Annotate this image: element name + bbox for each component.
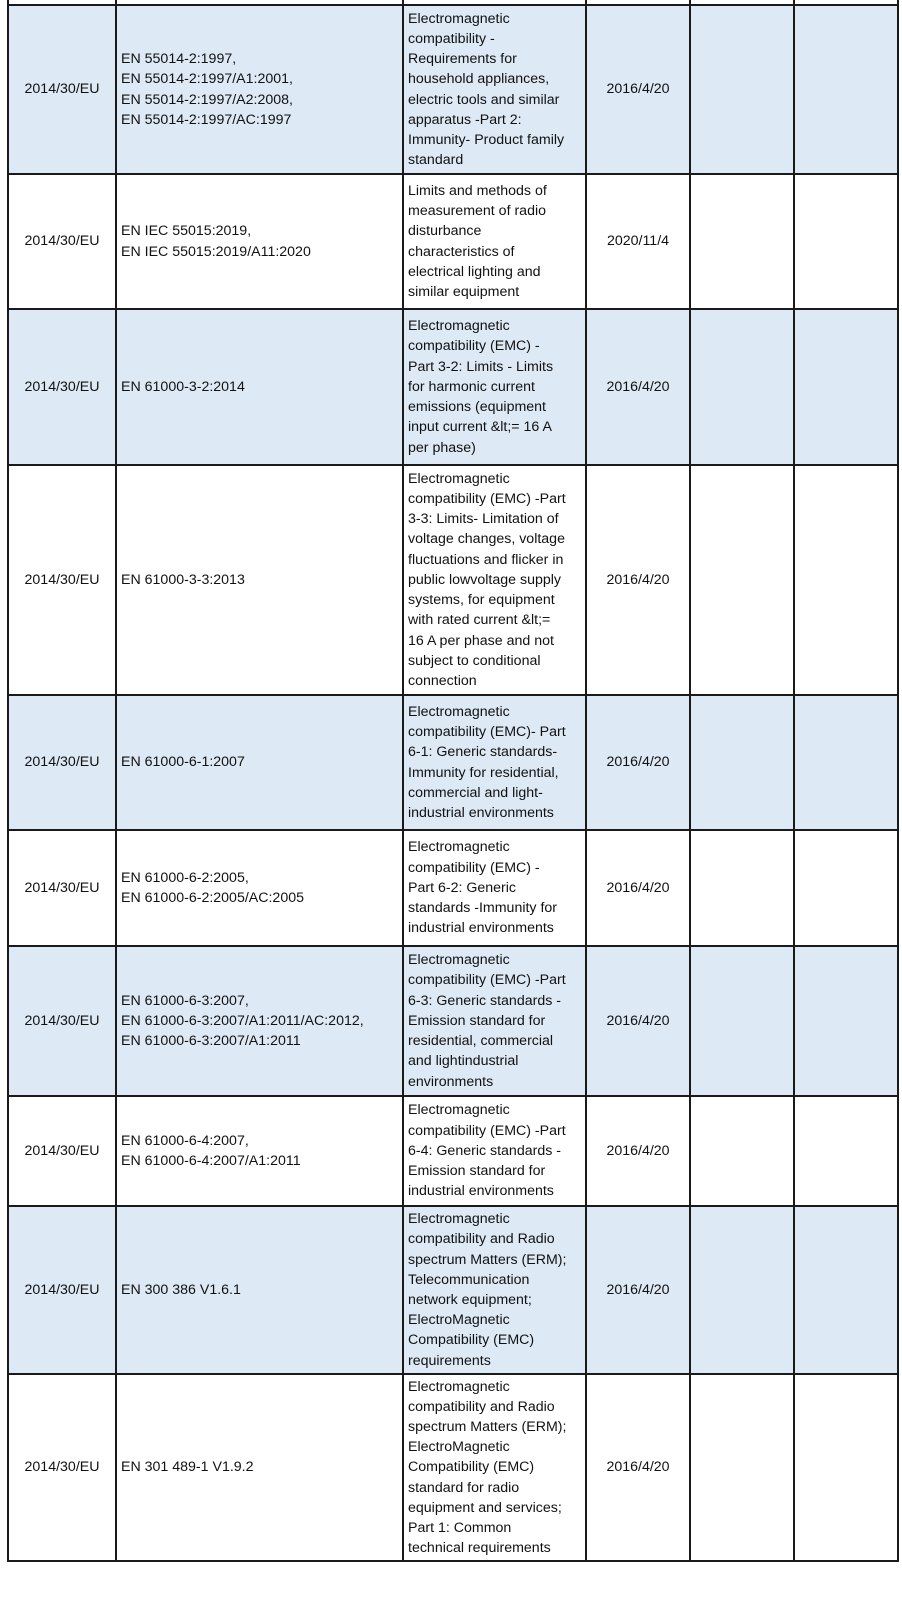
standards-cell[interactable] — [116, 465, 403, 695]
title-cell[interactable] — [403, 830, 586, 946]
empty-cell[interactable] — [794, 5, 898, 174]
empty-cell[interactable] — [690, 946, 794, 1096]
standard-title-line: industrial environments — [408, 920, 554, 937]
directive-cell[interactable] — [8, 695, 116, 830]
date-text: 2016/4/20 — [606, 879, 670, 896]
empty-cell[interactable] — [690, 830, 794, 946]
directive-cell[interactable] — [8, 1096, 116, 1206]
title-cell[interactable] — [403, 1374, 586, 1561]
standard-title-line: Part 6-2: Generic — [408, 879, 517, 896]
empty-cell[interactable] — [794, 1096, 898, 1206]
standards-cell[interactable] — [116, 309, 403, 465]
standards-cell[interactable] — [116, 1374, 403, 1561]
standard-title-line: similar equipment — [408, 283, 520, 300]
standard-title-line: with rated current &lt;= — [408, 612, 551, 629]
date-cell[interactable] — [586, 1206, 690, 1374]
standard-reference: EN 300 386 V1.6.1 — [121, 1281, 241, 1298]
table-row — [8, 309, 898, 465]
standard-title-line: compatibility (EMC) - — [408, 338, 540, 355]
standard-title-line: standard for radio — [408, 1479, 520, 1496]
empty-cell[interactable] — [690, 695, 794, 830]
standard-title-line: connection — [408, 672, 477, 689]
standard-title-line: residential, commercial — [408, 1033, 554, 1050]
directive-cell[interactable] — [8, 5, 116, 174]
standard-title-line: Compatibility (EMC) — [408, 1459, 535, 1476]
standard-title-line: Electromagnetic — [408, 1102, 510, 1119]
standard-title-line: Emission standard for — [408, 1163, 546, 1180]
date-text: 2016/4/20 — [606, 81, 670, 98]
standard-title-line: household appliances, — [408, 71, 550, 88]
empty-cell[interactable] — [690, 1374, 794, 1561]
standard-title-line: Immunity- Product family — [408, 131, 565, 148]
standard-title-line: Electromagnetic — [408, 952, 510, 969]
directive-cell[interactable] — [8, 465, 116, 695]
standard-title-line: electrical lighting and — [408, 263, 541, 280]
empty-cell[interactable] — [794, 174, 898, 309]
title-cell[interactable] — [403, 465, 586, 695]
standard-reference: EN 55014-2:1997/AC:1997 — [121, 111, 292, 128]
directive-text: 2014/30/EU — [24, 1142, 100, 1159]
standards-sheet — [7, 0, 897, 1562]
standard-reference: EN 55014-2:1997/A1:2001, — [121, 71, 293, 88]
standard-title-line: and lightindustrial — [408, 1053, 519, 1070]
standard-title-line: emissions (equipment — [408, 399, 546, 416]
title-cell[interactable] — [403, 174, 586, 309]
standard-reference: EN IEC 55015:2019, — [121, 223, 252, 240]
standard-title-line: compatibility (EMC) -Part — [408, 1122, 566, 1139]
standard-title-line: measurement of radio — [408, 203, 547, 220]
standard-title-line: Immunity for residential, — [408, 764, 559, 781]
date-cell[interactable] — [586, 174, 690, 309]
empty-cell[interactable] — [794, 1206, 898, 1374]
standard-title-line: Electromagnetic — [408, 470, 510, 487]
empty-cell[interactable] — [690, 309, 794, 465]
standard-title-line: input current &lt;= 16 A — [408, 419, 552, 436]
standard-title-line: Telecommunication — [408, 1271, 530, 1288]
standard-title-line: equipment and services; — [408, 1499, 562, 1516]
standard-title-line: compatibility (EMC) -Part — [408, 491, 566, 508]
empty-cell[interactable] — [690, 465, 794, 695]
title-cell[interactable] — [403, 695, 586, 830]
directive-text: 2014/30/EU — [24, 378, 100, 395]
title-cell[interactable] — [403, 1206, 586, 1374]
directive-text: 2014/30/EU — [24, 1012, 100, 1029]
standard-reference: EN 61000-6-4:2007/A1:2011 — [121, 1153, 301, 1169]
standard-reference: EN 61000-6-2:2005, — [121, 869, 249, 886]
empty-cell[interactable] — [794, 1374, 898, 1561]
date-text: 2016/4/20 — [606, 1281, 670, 1298]
standard-title-line: Electromagnetic — [408, 318, 510, 335]
title-cell[interactable] — [403, 309, 586, 465]
standards-cell[interactable] — [116, 830, 403, 946]
standard-title-line: compatibility (EMC)- Part — [408, 724, 566, 741]
standard-title-line: subject to conditional — [408, 652, 541, 669]
directive-cell[interactable] — [8, 946, 116, 1096]
date-cell[interactable] — [586, 1096, 690, 1206]
standard-title-line: fluctuations and flicker in — [408, 551, 564, 568]
standard-title-line: Electromagnetic — [408, 10, 510, 27]
standard-reference: EN 61000-6-3:2007/A1:2011 — [121, 1033, 301, 1050]
title-cell[interactable] — [403, 5, 586, 174]
standard-title-line: apparatus -Part 2: — [408, 111, 522, 128]
standard-reference: EN 61000-6-3:2007/A1:2011/AC:2012, — [121, 1012, 364, 1029]
standard-title-line: compatibility - — [408, 30, 495, 47]
standard-title-line: disturbance — [408, 223, 482, 240]
directive-text: 2014/30/EU — [24, 233, 100, 250]
standard-title-line: characteristics of — [408, 243, 515, 260]
standard-reference: EN 61000-6-4:2007, — [121, 1132, 249, 1149]
standard-title-line: Limits and methods of — [408, 182, 547, 199]
date-text: 2016/4/20 — [606, 754, 670, 771]
empty-cell[interactable] — [690, 174, 794, 309]
standard-title-line: ElectroMagnetic — [408, 1439, 510, 1456]
title-cell[interactable] — [403, 1096, 586, 1206]
standard-title-line: technical requirements — [408, 1540, 551, 1557]
standards-cell[interactable] — [116, 695, 403, 830]
date-cell[interactable] — [586, 465, 690, 695]
standard-title-line: public lowvoltage supply — [408, 571, 562, 588]
standard-title-line: 6-1: Generic standards- — [408, 744, 558, 761]
directive-text: 2014/30/EU — [24, 571, 100, 588]
date-text: 2016/4/20 — [606, 378, 670, 395]
table-row — [8, 1374, 898, 1561]
directive-text: 2014/30/EU — [24, 1281, 100, 1298]
empty-cell[interactable] — [794, 465, 898, 695]
standards-cell[interactable] — [116, 946, 403, 1096]
directive-cell[interactable] — [8, 309, 116, 465]
empty-cell[interactable] — [690, 1206, 794, 1374]
directive-cell[interactable] — [8, 830, 116, 946]
empty-cell[interactable] — [690, 1096, 794, 1206]
standard-reference: EN 55014-2:1997/A2:2008, — [121, 91, 293, 108]
standard-title-line: standards -Immunity for — [408, 900, 558, 917]
standard-title-line: systems, for equipment — [408, 592, 555, 609]
standard-title-line: requirements — [408, 1352, 491, 1369]
standard-title-line: per phase) — [408, 439, 476, 456]
directive-text: 2014/30/EU — [24, 879, 100, 896]
standard-title-line: Part 3-2: Limits - Limits — [408, 358, 554, 375]
standard-title-line: Electromagnetic — [408, 1378, 510, 1395]
standard-reference: EN 61000-3-2:2014 — [121, 378, 245, 395]
standard-title-line: Electromagnetic — [408, 703, 510, 720]
date-text: 2016/4/20 — [606, 1459, 670, 1476]
directive-cell[interactable] — [8, 1206, 116, 1374]
standard-title-line: commercial and light- — [408, 784, 543, 801]
date-text: 2016/4/20 — [606, 571, 670, 588]
table-row — [8, 1096, 898, 1206]
standards-cell[interactable] — [116, 1096, 403, 1206]
standard-title-line: industrial environments — [408, 1183, 554, 1200]
standard-title-line: voltage changes, voltage — [408, 531, 565, 548]
standard-reference: EN 61000-6-3:2007, — [121, 992, 249, 1009]
table-row — [8, 946, 898, 1096]
empty-cell[interactable] — [794, 309, 898, 465]
standard-reference: EN 61000-6-1:2007 — [121, 754, 245, 771]
standard-title-line: industrial environments — [408, 804, 554, 821]
standard-title-line: spectrum Matters (ERM); — [408, 1418, 567, 1435]
standard-title-line: Part 1: Common — [408, 1520, 512, 1536]
standard-reference: EN 301 489-1 V1.9.2 — [121, 1459, 254, 1476]
date-cell[interactable] — [586, 946, 690, 1096]
date-cell[interactable] — [586, 695, 690, 830]
date-cell[interactable] — [586, 1374, 690, 1561]
standard-title-line: Electromagnetic — [408, 839, 510, 856]
standard-reference: EN 61000-6-2:2005/AC:2005 — [121, 890, 304, 906]
table-row — [8, 695, 898, 830]
standard-title-line: 6-4: Generic standards - — [408, 1142, 561, 1159]
standard-title-line: compatibility and Radio — [408, 1398, 555, 1415]
standard-title-line: compatibility (EMC) - — [408, 859, 540, 876]
date-cell[interactable] — [586, 830, 690, 946]
standard-title-line: standard — [408, 152, 464, 169]
standard-title-line: Requirements for — [408, 51, 517, 68]
directive-text: 2014/30/EU — [24, 1459, 100, 1476]
directive-text: 2014/30/EU — [24, 81, 100, 98]
directive-text: 2014/30/EU — [24, 754, 100, 771]
standard-title-line: Electromagnetic — [408, 1211, 510, 1228]
standard-title-line: Compatibility (EMC) — [408, 1332, 535, 1349]
standards-table — [7, 0, 899, 1562]
date-text: 2020/11/4 — [606, 233, 670, 250]
empty-cell[interactable] — [690, 5, 794, 174]
table-row — [8, 5, 898, 174]
standards-cell[interactable] — [116, 174, 403, 309]
date-cell[interactable] — [586, 309, 690, 465]
directive-cell[interactable] — [8, 1374, 116, 1561]
title-cell[interactable] — [403, 946, 586, 1096]
table-row — [8, 174, 898, 309]
standard-reference: EN 61000-3-3:2013 — [121, 571, 245, 588]
standard-reference: EN 55014-2:1997, — [121, 51, 237, 68]
directive-cell[interactable] — [8, 174, 116, 309]
standard-title-line: 6-3: Generic standards - — [408, 992, 561, 1009]
date-text: 2016/4/20 — [606, 1142, 670, 1159]
table-row — [8, 1206, 898, 1374]
standard-title-line: Emission standard for — [408, 1012, 546, 1029]
standard-title-line: 16 A per phase and not — [408, 632, 554, 649]
standard-title-line: ElectroMagnetic — [408, 1312, 510, 1329]
standard-title-line: spectrum Matters (ERM); — [408, 1251, 567, 1268]
standard-title-line: environments — [408, 1073, 494, 1090]
empty-cell[interactable] — [794, 830, 898, 946]
date-cell[interactable] — [586, 5, 690, 174]
standard-title-line: 3-3: Limits- Limitation of — [408, 511, 559, 528]
date-text: 2016/4/20 — [606, 1012, 670, 1029]
standard-reference: EN IEC 55015:2019/A11:2020 — [121, 243, 311, 260]
table-row — [8, 830, 898, 946]
standards-cell[interactable] — [116, 5, 403, 174]
empty-cell[interactable] — [794, 946, 898, 1096]
standards-cell[interactable] — [116, 1206, 403, 1374]
standard-title-line: for harmonic current — [408, 378, 535, 395]
empty-cell[interactable] — [794, 695, 898, 830]
standard-title-line: electric tools and similar — [408, 91, 560, 108]
standard-title-line: compatibility (EMC) -Part — [408, 972, 566, 989]
standard-title-line: compatibility and Radio — [408, 1231, 555, 1248]
table-row — [8, 465, 898, 695]
standard-title-line: network equipment; — [408, 1292, 532, 1308]
